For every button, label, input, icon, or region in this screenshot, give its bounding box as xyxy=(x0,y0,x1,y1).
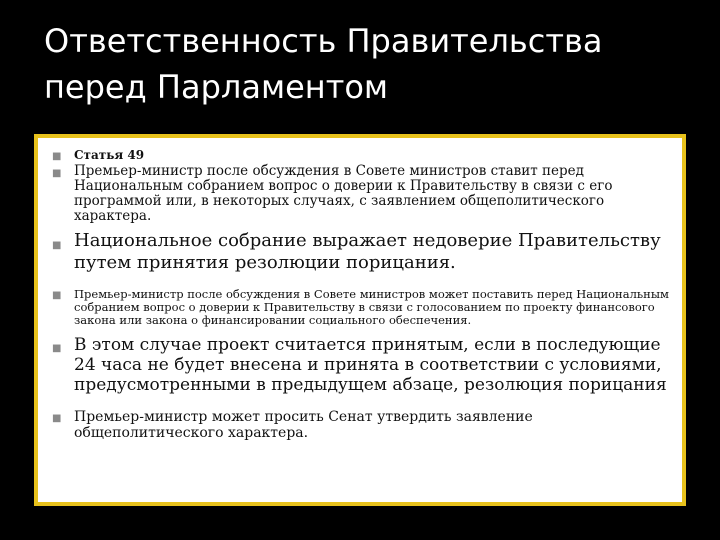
square-bullet-icon: ■ xyxy=(52,290,62,301)
list-item-text: Премьер-министр после обсуждения в Совете министров может поставить перед Национальным собранием вопрос о доверии к Правительству в связи с голосованием по проекту финансового закона или закона о финансировании социального обеспечения. xyxy=(74,287,669,327)
slide-title-line-1: Ответственность Правительства xyxy=(44,22,603,60)
list-item-text: Национальное собрание выражает недоверие Правительству путем принятия резолюции порицания. xyxy=(74,230,661,273)
list-item xyxy=(50,164,672,224)
list-item xyxy=(50,335,672,395)
list-item xyxy=(50,230,672,274)
list-item-article-number xyxy=(50,148,672,162)
list-item-text: Премьер-министр после обсуждения в Совете министров ставит перед Национальным собранием вопрос о доверии к Правительству в связи с его программой или, в некоторых случаях, с заявлением общеполитического характера. xyxy=(74,163,613,224)
list-item-text: Статья 49 xyxy=(74,148,145,162)
list-item-text: В этом случае проект считается принятым, если в последующие 24 часа не будет внесена и принята в соответствии с условиями, предусмотренными в предыдущем абзаце, резолюция порицания xyxy=(74,335,667,395)
bullet-list xyxy=(38,138,682,441)
square-bullet-icon: ■ xyxy=(52,343,62,354)
list-item xyxy=(50,409,672,441)
square-bullet-icon: ■ xyxy=(52,240,62,251)
square-bullet-icon: ■ xyxy=(52,168,62,179)
list-item xyxy=(50,288,672,327)
square-bullet-icon: ■ xyxy=(52,151,62,162)
square-bullet-icon: ■ xyxy=(52,413,62,424)
slide-title xyxy=(44,18,684,110)
content-box xyxy=(34,134,686,506)
slide-title-line-2: перед Парламентом xyxy=(44,68,389,106)
list-item-text: Премьер-министр может просить Сенат утвердить заявление общеполитического характера. xyxy=(74,409,533,441)
